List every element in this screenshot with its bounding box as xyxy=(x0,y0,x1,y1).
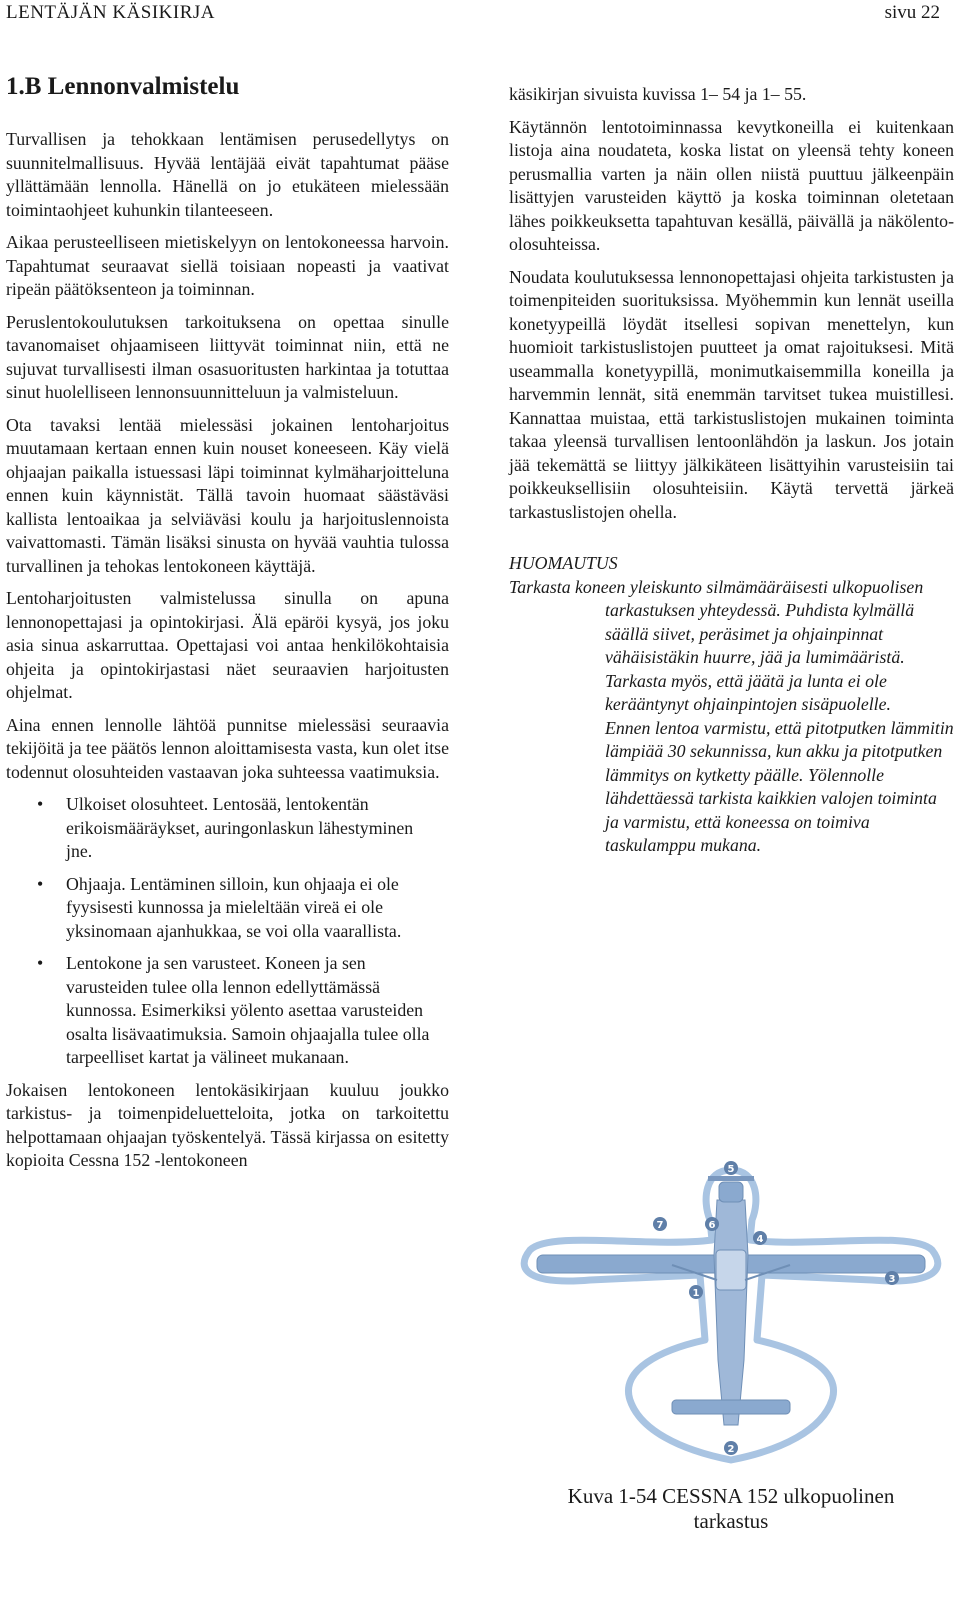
caption-line: Kuva 1-54 CESSNA 152 ulkopuolinen xyxy=(567,1484,895,1508)
page-header xyxy=(6,2,940,30)
paragraph: Lentoharjoitusten valmistelussa sinulla on apuna lennonopettajasi ja opintokirjasi. Älä epäröi kysyä, jos joku asia sinua askarruttaa. Opettajasi voi antaa henkilökohtaisia ohjeita ja opintokirjastasi näet seuraavien harjoitusten ohjelmat. xyxy=(6,588,449,702)
book-title: LENTÄJÄN KÄSIKIRJA xyxy=(6,2,216,23)
aircraft-inspection-diagram xyxy=(512,1160,950,1470)
figure-caption xyxy=(512,1484,950,1534)
list-item xyxy=(38,952,441,1070)
list-item-text: Ohjaaja. Lentäminen silloin, kun ohjaaja ei ole fyysisesti kunnossa ja mieleltään vireä ei ole yksinomaan ajanhukkaa, se voi olla vaarallista. xyxy=(66,873,402,941)
marker-3-label: 3 xyxy=(888,1274,896,1285)
list-item-text: Ulkoiset olosuhteet. Lentosää, lentokentän erikoismääräykset, auringonlaskun lähestyminen jne. xyxy=(66,794,414,861)
paragraph: Ota tavaksi lentää mielessäsi jokainen lentoharjoitus muutamaan kertaan ennen kuin nouset koneeseen. Käy vielä ohjaajan paikalla istuessasi läpi toiminnat kylmäharjoitteluna ennen kuin käynnistät. Tällä tavoin huomaat säästäväsi kallista lentoaikaa ja selviäväsi koulu ja harjoituslennoista vaivattomasti. Tämän lisäksi sinusta on hyvää vauhtia tulossa turvallinen ja tehokas lentokoneen käyttäjä. xyxy=(6,414,449,576)
caption-line: tarkastus xyxy=(693,1509,769,1533)
paragraph: Aikaa perusteelliseen mietiskelyyn on lentokoneessa harvoin. Tapahtumat seuraavat siellä toisiaan nopeasti ja vaativat ripeän päätöksenteon ja toiminnan. xyxy=(6,232,449,299)
cessna-152-top-view xyxy=(512,1160,950,1470)
section-title: 1.B Lennonvalmistelu xyxy=(6,73,240,100)
paragraph: käsikirjan sivuista kuvissa 1– 54 ja 1– 55. xyxy=(509,84,807,104)
note-title: HUOMAUTUS xyxy=(509,553,618,573)
bullet-icon: • xyxy=(37,873,44,894)
paragraph: Jokaisen lentokoneen lentokäsikirjaan kuuluu joukko tarkistus- ja toimenpideluetteloita, jotka on tarkoitettu helpottamaan ohjaajan työskentelyä. Tässä kirjassa on esitetty kopioita Cessna 152 -lentokoneen xyxy=(6,1079,449,1170)
paragraph: Noudata koulutuksessa lennonopettajasi ohjeita tarkistusten ja toimenpiteiden suorituksissa. Myöhemmin kun lennät useilla konetyypeillä löydät itsellesi sopivan menettelyn, kun huomioit tarkistuslistojen puutteet ja omat rajoituksesi. Mitä useammalla konetyypillä, monimutkaisemmilla koneilla ja harvemmin lennät, sitä enemmän tarvitset tukea muistillesi. Kannattaa muistaa, että tarkistuslistojen mukainen toiminta takaa yleensä turvallisen lentoonlähdön ja laskun. Jos jotain jää tekemättä se liittyy jälkikäteen lisättyihin varusteisiin tai poikkeuksellisiin olosuhteisiin. Käytä tervettä järkeä tarkastuslistojen ohella. xyxy=(509,266,954,522)
bullet-list xyxy=(6,793,449,1070)
marker-4-label: 4 xyxy=(756,1234,764,1245)
paragraph: Käytännön lentotoiminnassa kevytkoneilla ei kuitenkaan listoja aina noudateta, koska listat on yleensä tehty koneen perusmallia varten ja näin ollen niistä puuttuu jälkeenpäin lisättyjen varusteiden käyttö ja koska toiminnan oletetaan lähes poikkeuksetta tapahtuvan kesällä, päivällä ja näkölento-olosuhteissa. xyxy=(509,116,954,254)
marker-5-label: 5 xyxy=(727,1164,735,1175)
note-body: Tarkasta koneen yleiskunto silmämääräisesti ulkopuolisen tarkastuksen yhteydessä. Puhdista kylmällä säällä siivet, peräsimet ja ohjainpinnat vähäisistäkin huurre, jää ja lumimääristä. Tarkasta myös, että jäätä ja lunta ei ole kerääntynyt ohjainpintojen sisäpuolelle. xyxy=(509,576,924,714)
engine-cowling xyxy=(719,1182,743,1202)
note-body-continued: Ennen lentoa varmistu, että pitotputken lämmitin lämpiää 30 sekunnissa, kun akku ja pitotputken lämmitys on kytketty päälle. Yölennolle lähdettäessä tarkista kaikkien valojen toiminta ja varmistu, että koneessa on toimiva taskulamppu mukana. xyxy=(605,717,954,855)
cockpit xyxy=(716,1250,746,1290)
paragraph: Aina ennen lennolle lähtöä punnitse mielessäsi seuraavia tekijöitä ja tee päätös lennon aloittamisesta vasta, kun olet itse todennut olosuhteiden vastaavan joka suhteessa vaatimuksia. xyxy=(6,714,449,782)
bullet-icon: • xyxy=(37,953,44,973)
propeller xyxy=(708,1176,754,1181)
left-column xyxy=(6,72,449,1182)
list-item xyxy=(38,793,441,864)
horizontal-stabilizer xyxy=(672,1400,790,1414)
marker-7-label: 7 xyxy=(656,1220,664,1231)
paragraph: Turvallisen ja tehokkaan lentämisen perusedellytys on suunnitelmallisuus. Hyvää lentäjää eivät tapahtumat pääse yllättämään lennolla. Hänellä on jo etukäteen mielessään toimintaohjeet kuhunkin tilanteeseen. xyxy=(6,129,449,220)
marker-6-label: 6 xyxy=(708,1220,716,1231)
list-item xyxy=(38,873,441,944)
fuselage xyxy=(714,1200,748,1425)
page-number: sivu 22 xyxy=(884,2,940,23)
marker-1-label: 1 xyxy=(692,1288,700,1299)
list-item-text: Lentokone ja sen varusteet. Koneen ja sen varusteiden tulee olla lennon edellyttämässä kunnossa. Esimerkiksi yölento asettaa varusteiden osalta lisävaatimuksia. Samoin ohjaajalla tulee olla tarpeelliset kartat ja välineet mukanaan. xyxy=(66,953,430,1067)
right-column xyxy=(509,83,954,858)
bullet-icon: • xyxy=(37,794,44,814)
marker-2-label: 2 xyxy=(727,1444,735,1455)
paragraph: Peruslentokoulutuksen tarkoituksena on opettaa sinulle tavanomaiset ohjaamiseen liittyvät toiminnat niin, että ne sujuvat turvallisesti ilman osasuoritusten harkintaa ja totuttaa sinut huolelliseen lennonsuunnitteluun ja valmisteluun. xyxy=(6,311,449,402)
